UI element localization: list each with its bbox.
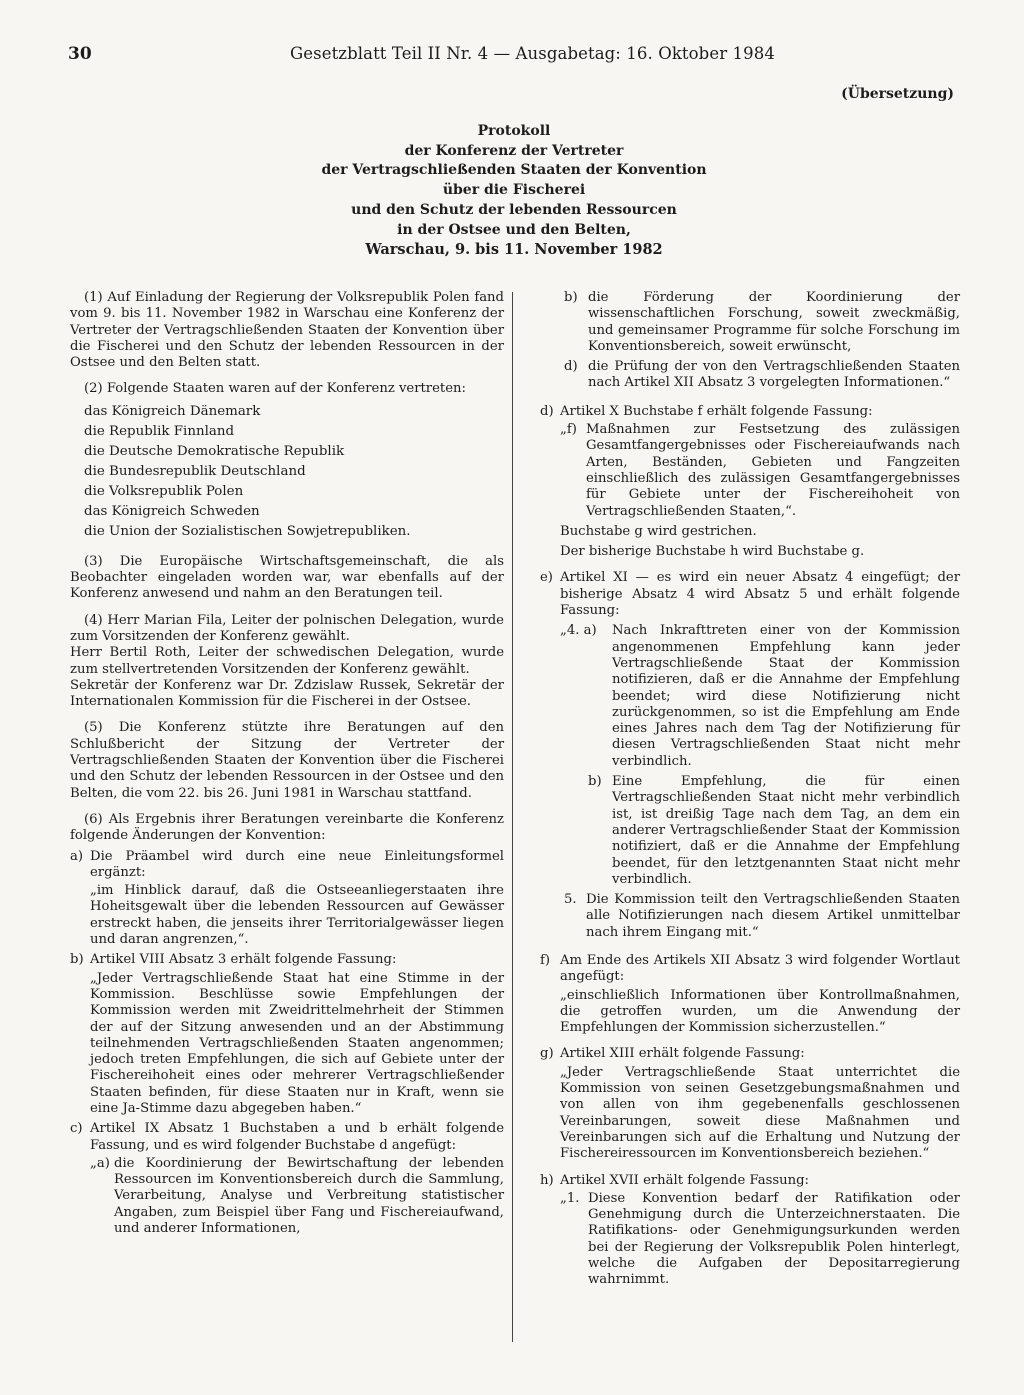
subitem-a — [90, 1156, 504, 1237]
amendment-a — [70, 849, 504, 949]
item-label: d) — [564, 359, 578, 375]
amendment-text: Artikel XIII erhält folgende Fassung: — [560, 1046, 805, 1062]
item-label: „1. — [560, 1190, 580, 1206]
paragraph-3: (3) Die Europäische Wirtschaftsgemeinschaft, die als Beobachter eingeladen worden war, war ebenfalls auf der Konferenz anwesend und nahm an den Beratungen teil. — [70, 553, 504, 602]
subitem-4b — [560, 774, 960, 888]
amendment-c — [70, 1121, 504, 1237]
document-title — [300, 122, 728, 260]
item-label: 5. — [564, 892, 577, 908]
item-label: „4. a) — [560, 623, 597, 639]
item-label: b) — [564, 290, 578, 305]
amendment-text: Artikel X Buchstabe f erhält folgende Fassung: — [560, 403, 873, 419]
subitem-1 — [560, 1191, 960, 1289]
item-label: d) — [540, 403, 554, 419]
subitem-4a — [560, 623, 960, 770]
title-line: Warschau, 9. bis 11. November 1982 — [365, 241, 663, 259]
list-item: die Volksrepublik Polen — [84, 483, 244, 499]
subitem-text: Die Kommission teilt den Vertragschließenden Staaten alle Notifizierungen nach diesem Artikel unmittelbar nach ihrem Eingang mit.“ — [586, 892, 960, 940]
amendment-d — [540, 404, 960, 561]
subitem-text: Eine Empfehlung, die für einen Vertragschließenden Staat nicht mehr verbindlich ist, ist dreißig Tage nach dem Tag, an dem ein anderer Vertragschließender Staat der Kommission notifiziert, daß er die Annahme der Empfehlung beendet, für den letztgenannten Staat nicht mehr verbindlich. — [612, 774, 960, 887]
amendment-quote: „Jeder Vertragschließende Staat hat eine Stimme in der Kommission. Beschlüsse sowie Empfehlungen der Kommission werden mit Zweidrittelmehrheit der Stimmen der auf der Sitzung anwesenden und an der Abstimmung teilnehmenden Vertragschließenden Staaten angenommen; jedoch treten Empfehlungen, die sich auf Gebiete unter der Fischereihoheit eines oder mehrerer Vertragschließender Staaten befinden, für diese Staaten nur in Kraft, wenn sie eine Ja-Stimme dazu abgegeben haben.“ — [90, 970, 504, 1116]
amendment-b — [70, 952, 504, 1117]
page-header — [68, 44, 968, 66]
right-column — [540, 290, 960, 1291]
translation-note: (Übersetzung) — [841, 86, 954, 102]
paragraph-4c: Sekretär der Konferenz war Dr. Zdzislaw Russek, Sekretär der Internationalen Kommission für die Fischerei in der Ostsee. — [70, 677, 504, 710]
amendment-quote: „im Hinblick darauf, daß die Ostseeanliegerstaaten ihre Hoheitsgewalt über die lebenden Ressourcen auf Gewässer erstreckt haben, die jenseits ihrer Territorialgewässer liegen und daran angrenzen,“. — [90, 883, 504, 948]
subitem-text: Nach Inkrafttreten einer von der Kommission angenommenen Empfehlung kann jeder Vertragschließende Staat der Kommission notifizieren, daß er die Annahme der Empfehlung beendet; wird diese Notifizierung nicht zurückgenommen, so ist die Empfehlung am Ende eines Jahres nach dem Tag der Notifizierung für diesen Vertragschließenden Staat nicht mehr verbindlich. — [612, 623, 960, 769]
paragraph-2: (2) Folgende Staaten waren auf der Konferenz vertreten: — [84, 381, 466, 397]
list-item: die Deutsche Demokratische Republik — [84, 443, 345, 459]
item-label: b) — [588, 774, 602, 790]
amendment-quote: „Jeder Vertragschließende Staat unterrichtet die Kommission von seinen Gesetzgebungsmaßnahmen und von allen von ihm gegebenenfalls geschlossenen Vereinbarungen, soweit diese Maßnahmen und Vereinbarungen sich auf die Erhaltung und Nutzung der Fischereiressourcen im Konventionsbereich beziehen.“ — [560, 1064, 960, 1162]
page-number: 30 — [68, 44, 92, 64]
item-label: c) — [70, 1121, 83, 1137]
amendment-quote: „einschließlich Informationen über Kontrollmaßnahmen, die getroffen wurden, um die Anwendung der Empfehlungen der Kommission sicherzustellen.“ — [560, 987, 960, 1036]
title-line: Protokoll — [477, 123, 551, 139]
amendment-e — [540, 570, 960, 941]
subitem-b — [540, 290, 960, 355]
subitem-f — [560, 422, 960, 520]
title-line: in der Ostsee und den Belten, — [397, 221, 631, 238]
item-label: „f) — [560, 422, 577, 438]
amendment-text: Am Ende des Artikels XII Absatz 3 wird folgender Wortlaut angefügt: — [560, 952, 960, 985]
amendment-text: Artikel XVII erhält folgende Fassung: — [560, 1172, 809, 1188]
title-line: der Konferenz der Vertreter — [404, 142, 624, 159]
subitem-text: die Prüfung der von den Vertragschließenden Staaten nach Artikel XII Absatz 3 vorgelegten Informationen.“ — [588, 359, 960, 391]
running-title: Gesetzblatt Teil II Nr. 4 — Ausgabetag: 16. Oktober 1984 — [290, 44, 775, 63]
title-line: und den Schutz der lebenden Ressourcen — [351, 201, 677, 218]
item-label: „a) — [90, 1155, 110, 1171]
amendment-text: Artikel IX Absatz 1 Buchstaben a und b erhält folgende Fassung, und es wird folgender Buchstabe d angefügt: — [90, 1121, 504, 1153]
item-label: h) — [540, 1172, 554, 1188]
item-label: e) — [540, 570, 553, 586]
amendment-text: Artikel VIII Absatz 3 erhält folgende Fassung: — [90, 952, 397, 968]
paragraph-4b: Herr Bertil Roth, Leiter der schwedischen Delegation, wurde zum stellvertretenden Vorsitzenden der Konferenz gewählt. — [70, 645, 504, 677]
amendment-g — [540, 1046, 960, 1162]
item-label: b) — [70, 952, 84, 968]
amendment-text: Artikel XI — es wird ein neuer Absatz 4 eingefügt; der bisherige Absatz 4 wird Absatz 5 und erhält folgende Fassung: — [560, 570, 960, 619]
amendment-note: Buchstabe g wird gestrichen. — [560, 523, 757, 539]
paragraph-1: (1) Auf Einladung der Regierung der Volksrepublik Polen fand vom 9. bis 11. November 1982 in Warschau eine Konferenz der Vertreter der Vertragschließenden Staaten der Konvention über die Fischerei und den Schutz der lebenden Ressourcen in der Ostsee und den Belten statt. — [70, 290, 504, 371]
list-item: die Bundesrepublik Deutschland — [84, 463, 306, 479]
subitem-text: Maßnahmen zur Festsetzung des zulässigen Gesamtfangergebnisses oder Fischereiaufwands nach Arten, Beständen, Gebieten und Fangzeiten einschließlich des zulässigen Gesamtfangergebnisses für Gebiete unter der Fischereihoheit von Vertragschließenden Staaten,“. — [586, 422, 960, 519]
subitem-text: die Koordinierung der Bewirtschaftung der lebenden Ressourcen im Konventionsbereich durch die Sammlung, Verarbeitung, Analyse und Verbreitung statistischer Angaben, zum Beispiel über Fang und Fischereiaufwand, und anderer Informationen, — [114, 1155, 504, 1237]
amendment-note: Der bisherige Buchstabe h wird Buchstabe g. — [560, 544, 865, 560]
left-column — [70, 290, 504, 1239]
member-states-list — [84, 402, 504, 542]
paragraph-5: (5) Die Konferenz stützte ihre Beratungen auf den Schlußbericht der Sitzung der Vertreter der Vertragschließenden Staaten der Konvention über die Fischerei und den Schutz der lebenden Ressourcen in der Ostsee und den Belten, die vom 22. bis 26. Juni 1981 in Warschau stattfand. — [70, 720, 504, 801]
paragraph-6: (6) Als Ergebnis ihrer Beratungen vereinbarte die Konferenz folgende Änderungen der Konvention: — [70, 811, 504, 844]
list-item: die Union der Sozialistischen Sowjetrepubliken. — [84, 523, 411, 539]
item-label: a) — [70, 848, 84, 864]
list-item: das Königreich Schweden — [84, 503, 260, 519]
item-label: f) — [540, 952, 551, 968]
title-line: über die Fischerei — [442, 182, 586, 199]
amendment-text: Die Präambel wird durch eine neue Einleitungsformel ergänzt: — [90, 848, 504, 880]
subitem-text: die Förderung der Koordinierung der wissenschaftlichen Forschung, soweit zweckmäßig, und gemeinsamer Programme für solche Forschung im Konventionsbereich, soweit erwünscht, — [588, 290, 960, 354]
list-item: die Republik Finnland — [84, 423, 235, 439]
amendment-h — [540, 1173, 960, 1289]
subitem-text: Diese Konvention bedarf der Ratifikation oder Genehmigung durch die Unterzeichnerstaaten. Die Ratifikations- oder Genehmigungsurkunden werden bei der Regierung der Volksrepublik Polen hinterlegt, welche die Aufgaben der Depositarregierung wahrnimmt. — [588, 1190, 960, 1288]
list-item: das Königreich Dänemark — [84, 403, 261, 419]
item-label: g) — [540, 1046, 554, 1062]
subitem-d — [540, 359, 960, 392]
paragraph-4a: (4) Herr Marian Fila, Leiter der polnischen Delegation, wurde zum Vorsitzenden der Konferenz gewählt. — [70, 612, 504, 644]
subitem-5 — [560, 892, 960, 941]
amendment-f — [540, 953, 960, 1036]
column-divider — [512, 292, 513, 1342]
title-line: der Vertragschließenden Staaten der Konvention — [321, 162, 707, 179]
